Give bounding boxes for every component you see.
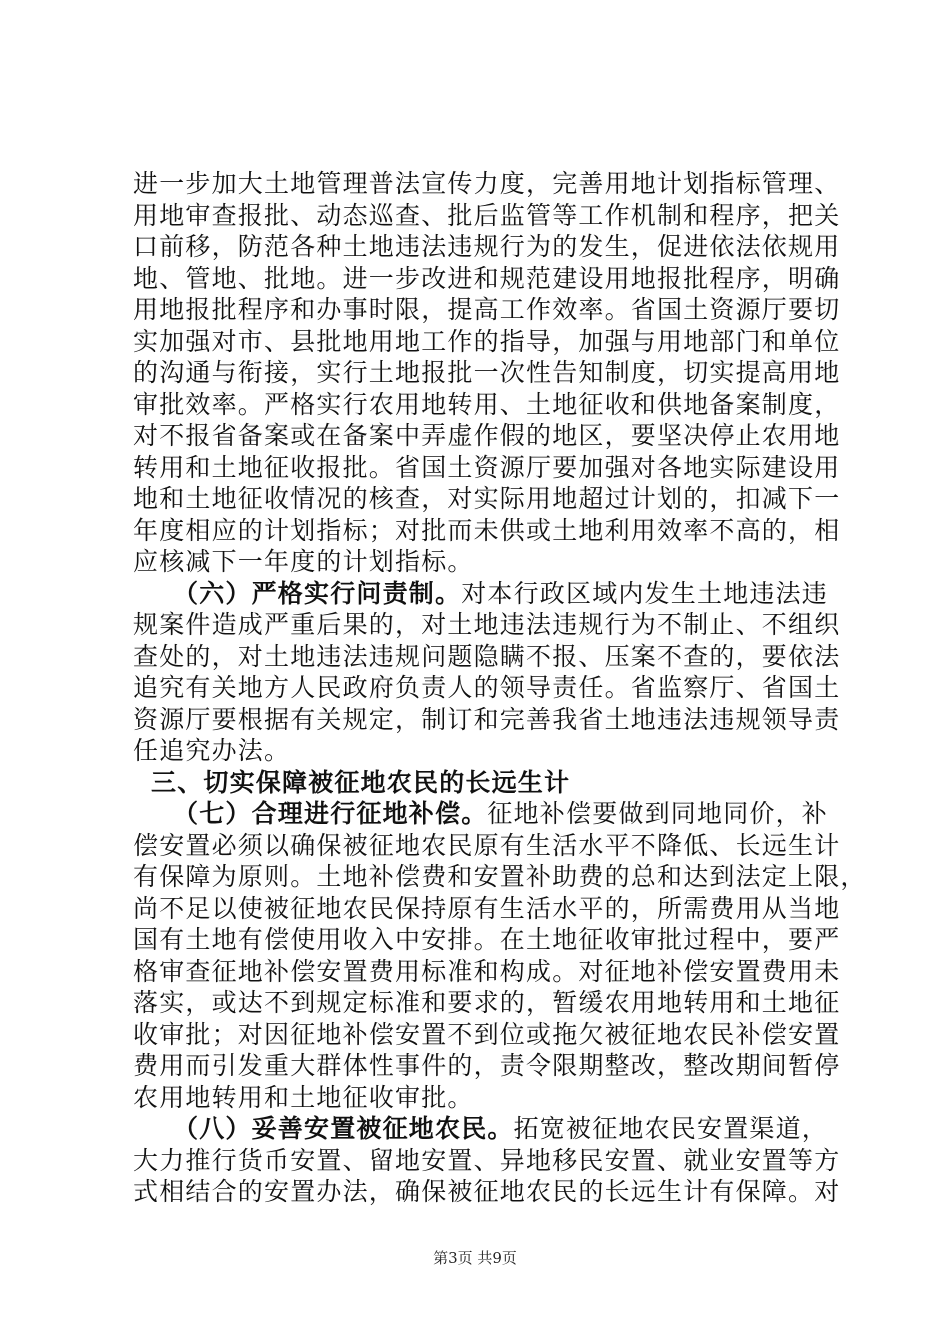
paragraph5-line: 应核减下一年度的计划指标。: [133, 547, 474, 576]
paragraph5-line: 地、管地、批地。进一步改进和规范建设用地报批程序，明确: [133, 263, 841, 293]
paragraph7-line: 费用而引发重大群体性事件的，责令限期整改，整改期间暂停: [133, 1051, 841, 1080]
paragraph7-line: 落实，或达不到规定标准和要求的，暂缓农用地转用和土地征: [133, 988, 841, 1017]
paragraph-7-first-rest: 征地补偿要做到同地同价，补: [487, 799, 829, 828]
paragraph5-line: 用地报批程序和办事时限，提高工作效率。省国土资源厅要切: [133, 295, 841, 324]
paragraph7-line: 偿安置必须以确保被征地农民原有生活水平不降低、长远生计: [133, 830, 841, 860]
paragraph-6-title: （六）严格实行问责制。: [173, 578, 462, 608]
paragraph5-line: 转用和土地征收报批。省国土资源厅要加强对各地实际建设用: [133, 452, 841, 482]
paragraph5-line: 口前移，防范各种土地违法违规行为的发生，促进依法依规用: [133, 232, 841, 261]
paragraph5-line: 的沟通与衔接，实行土地报批一次性告知制度，切实提高用地: [133, 358, 841, 387]
paragraph5-line: 实加强对市、县批地用地工作的指导，加强与用地部门和单位: [133, 326, 841, 356]
paragraph-6-first-line: [133, 578, 833, 610]
paragraph5-line: 审批效率。严格实行农用地转用、土地征收和供地备案制度，: [133, 389, 841, 419]
paragraph5-line: 进一步加大土地管理普法宣传力度，完善用地计划指标管理、: [133, 169, 841, 198]
paragraph5-line: 用地审查报批、动态巡查、批后监管等工作机制和程序，把关: [133, 200, 841, 230]
paragraph-6-first-rest: 对本行政区域内发生土地违法违: [461, 578, 829, 608]
paragraph-8-first-line: [133, 1113, 833, 1145]
paragraph6-line: 任追究办法。: [133, 736, 291, 765]
paragraph-8-title: （八）妥善安置被征地农民。: [173, 1114, 514, 1143]
paragraph7-line: 尚不足以使被征地农民保持原有生活水平的，所需费用从当地: [133, 893, 841, 923]
paragraph7-line: 收审批；对因征地补偿安置不到位或拖欠被征地农民补偿安置: [133, 1019, 841, 1049]
paragraph5-line: 年度相应的计划指标；对批而未供或土地利用效率不高的，相: [133, 515, 841, 545]
paragraph6-line: 规案件造成严重后果的，对土地违法违规行为不制止、不组织: [133, 610, 841, 639]
paragraph6-line: 查处的，对土地违法违规问题隐瞒不报、压案不查的，要依法: [133, 641, 841, 671]
paragraph-7-title: （七）合理进行征地补偿。: [173, 799, 488, 828]
paragraph7-line: 农用地转用和土地征收审批。: [133, 1082, 474, 1112]
paragraph5-line: 对不报省备案或在备案中弄虚作假的地区，要坚决停止农用地: [133, 421, 841, 450]
section-3-heading: 三、切实保障被征地农民的长远生计: [151, 767, 571, 797]
paragraph8-line: 式相结合的安置办法，确保被征地农民的长远生计有保障。对: [133, 1177, 841, 1206]
paragraph8-line: 大力推行货币安置、留地安置、异地移民安置、就业安置等方: [133, 1145, 841, 1175]
paragraph7-line: 有保障为原则。土地补偿费和安置补助费的总和达到法定上限，: [133, 862, 867, 891]
paragraph6-line: 资源厅要根据有关规定，制订和完善我省土地违法违规领导责: [133, 704, 841, 734]
page-footer: 第3页 共9页: [433, 1249, 517, 1267]
paragraph-7-first-line: [133, 798, 833, 830]
paragraph-5: [133, 168, 841, 578]
paragraph-8: [133, 1113, 841, 1208]
paragraph7-line: 国有土地有偿使用收入中安排。在土地征收审批过程中，要严: [133, 925, 841, 954]
paragraph6-line: 追究有关地方人民政府负责人的领导责任。省监察厅、省国土: [133, 673, 841, 702]
paragraph-6: [133, 578, 841, 767]
paragraph-8-first-rest: 拓宽被征地农民安置渠道，: [513, 1114, 829, 1143]
paragraph5-line: 地和土地征收情况的核查，对实际用地超过计划的，扣减下一: [133, 484, 841, 513]
paragraph7-line: 格审查征地补偿安置费用标准和构成。对征地补偿安置费用未: [133, 956, 841, 986]
paragraph-7: [133, 798, 867, 1113]
document-body: [133, 168, 867, 1208]
